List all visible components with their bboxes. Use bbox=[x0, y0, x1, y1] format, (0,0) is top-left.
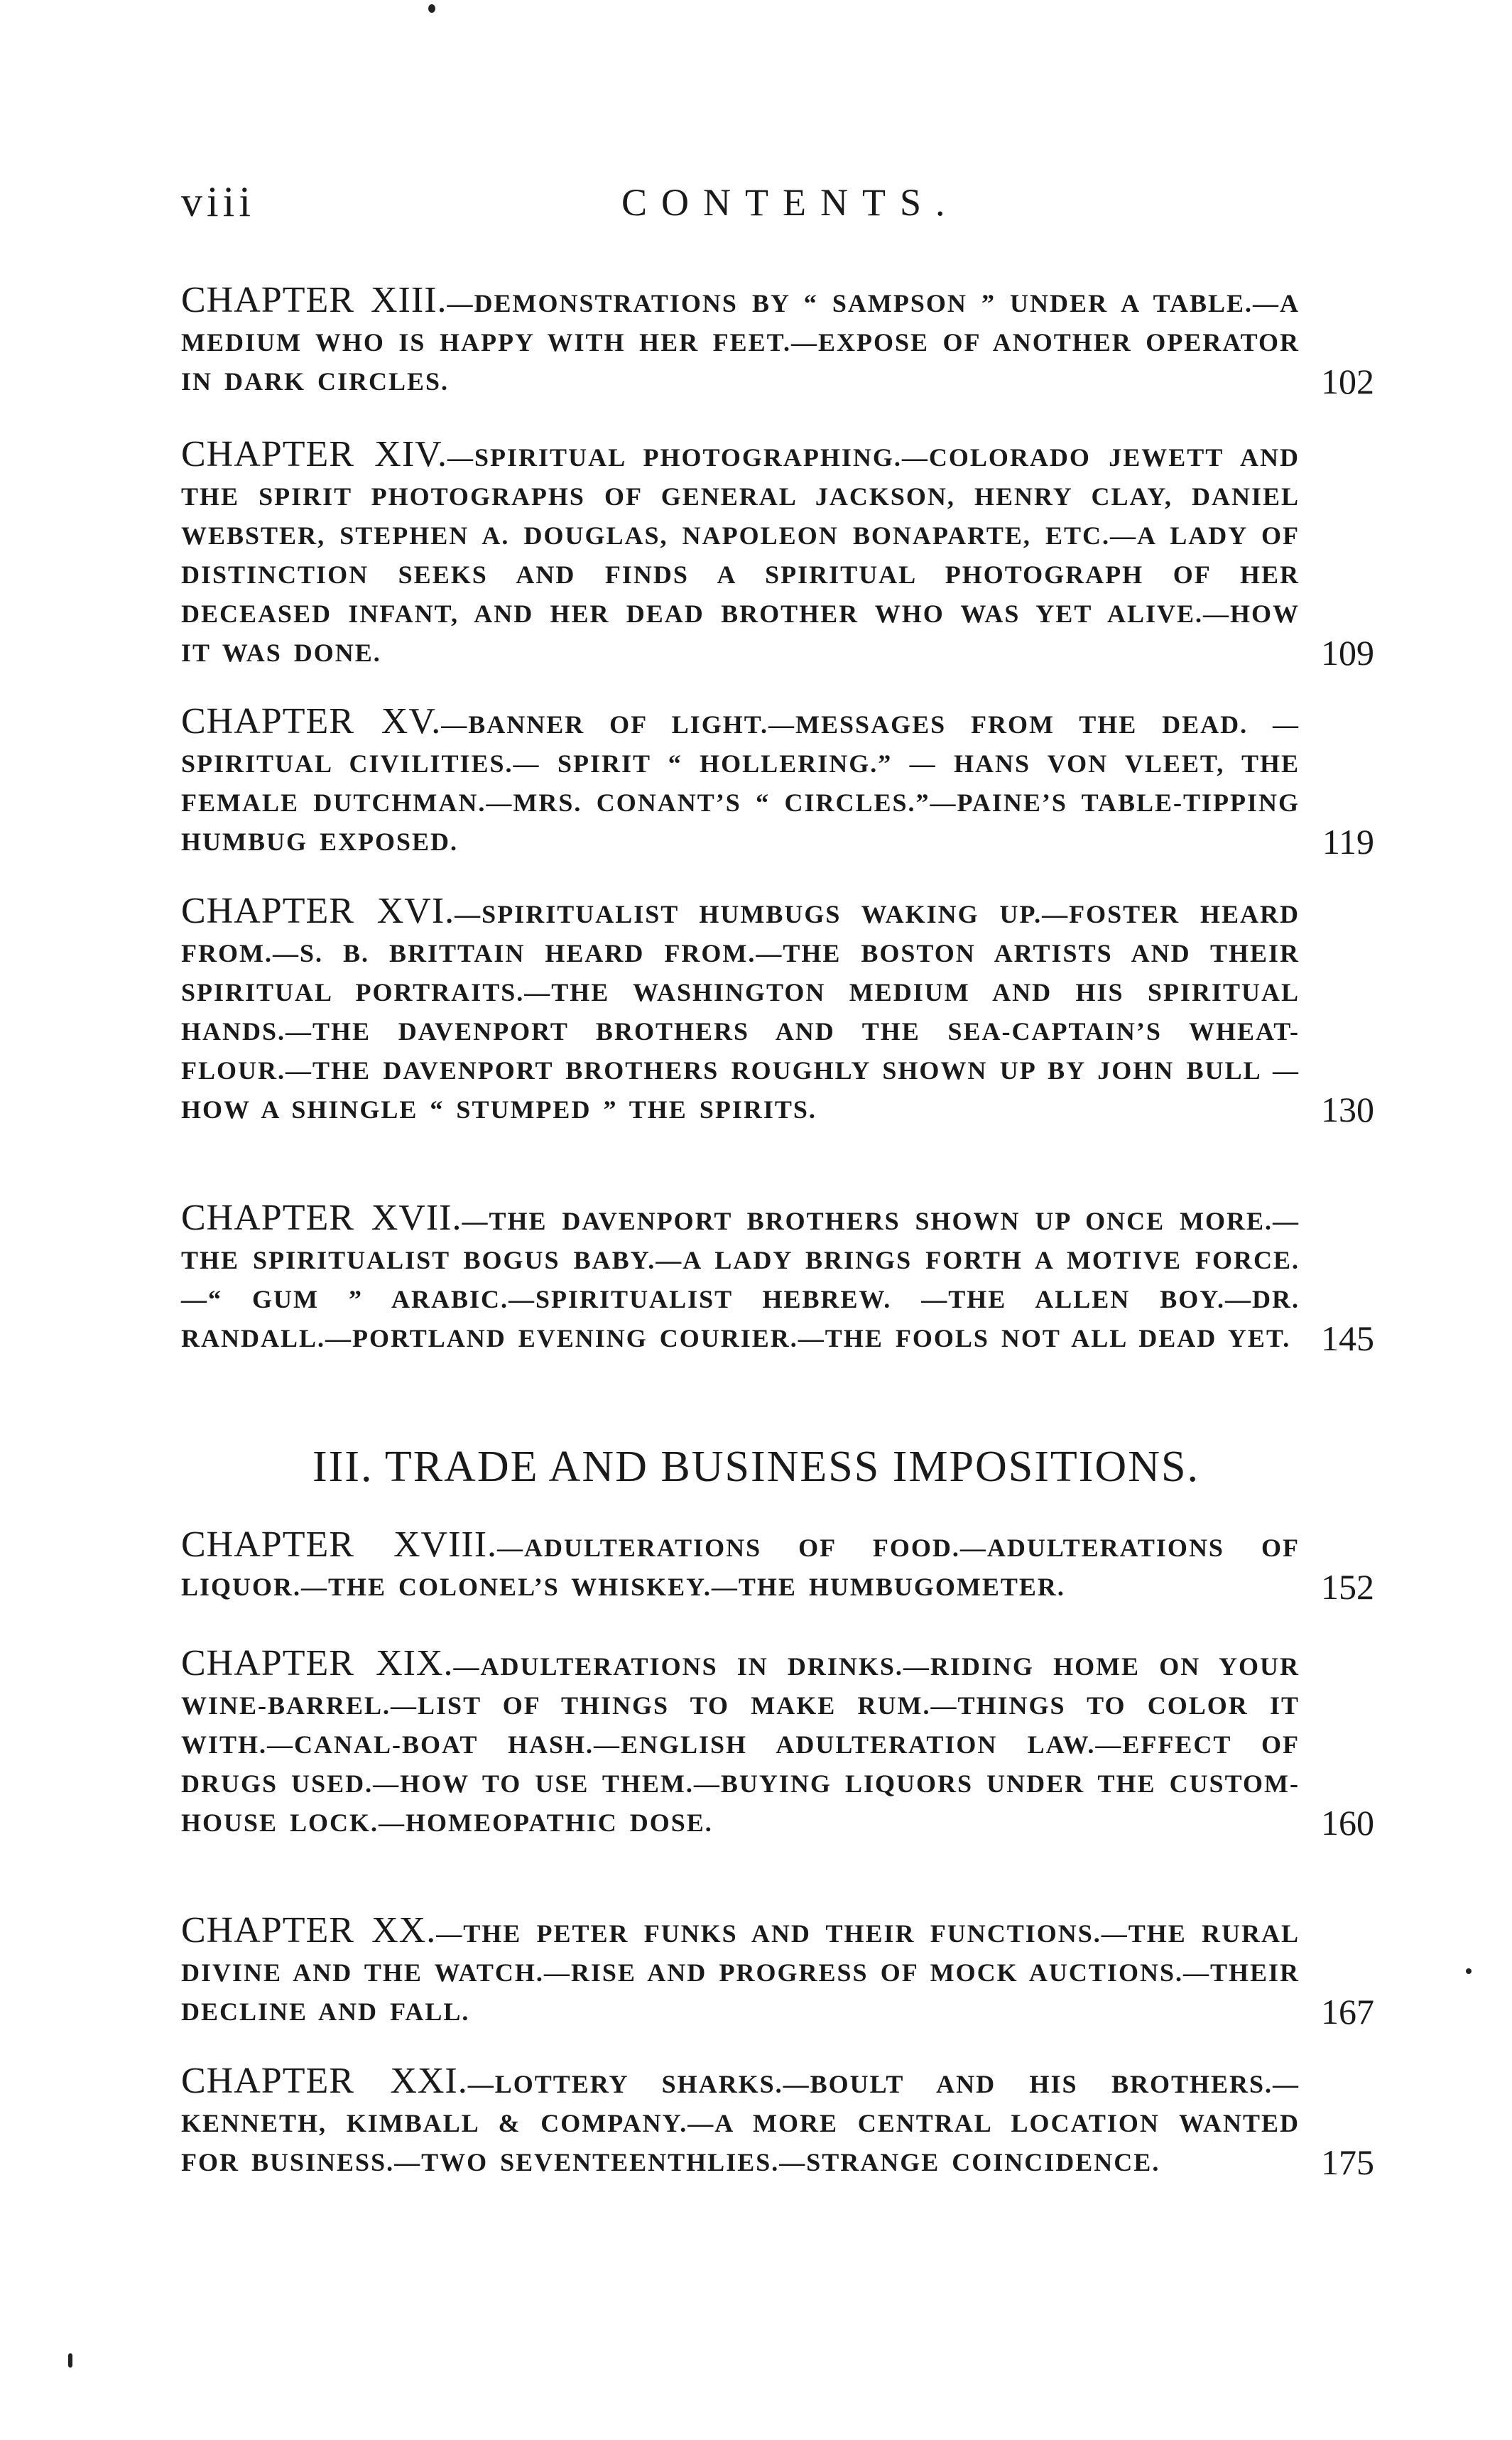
toc-entry bbox=[181, 1911, 1374, 2032]
speck-mark bbox=[68, 2353, 72, 2368]
chapter-label: CHAPTER XVIII. bbox=[181, 1524, 498, 1565]
chapter-label: CHAPTER XIII. bbox=[181, 280, 447, 320]
toc-entry-text bbox=[181, 891, 1300, 1129]
page-number: viii bbox=[181, 178, 256, 225]
chapter-summary: —THE PETER FUNKS AND THEIR FUNCTIONS.—THE RURAL DIVINE AND THE WATCH.—RISE AND PROGRESS OF MOCK AUCTIONS.—THEIR DECLINE AND FALL. bbox=[181, 1919, 1300, 2026]
chapter-summary: —ADULTERATIONS OF FOOD.—ADULTERATIONS OF LIQUOR.—THE COLONEL’S WHISKEY.—THE HUMBUGOMETER. bbox=[181, 1534, 1300, 1601]
page-ref: 160 bbox=[1321, 1803, 1374, 1843]
running-head: CONTENTS. bbox=[621, 181, 959, 224]
page-ref: 145 bbox=[1321, 1318, 1374, 1358]
chapter-label: CHAPTER XXI. bbox=[181, 2061, 468, 2101]
chapter-summary: —LOTTERY SHARKS.—BOULT AND HIS BROTHERS.—KENNETH, KIMBALL & COMPANY.—A MORE CENTRAL LOCATION WANTED FOR BUSINESS.—TWO SEVENTEENTHLIES.—STRANGE COINCIDENCE. bbox=[181, 2070, 1300, 2176]
chapter-label: CHAPTER XIV. bbox=[181, 434, 448, 475]
chapter-summary: —DEMONSTRATIONS BY “ SAMPSON ” UNDER A TABLE.—A MEDIUM WHO IS HAPPY WITH HER FEET.—EXPOSE OF ANOTHER OPERATOR IN DARK CIRCLES. bbox=[181, 289, 1300, 396]
toc-entry-text bbox=[181, 1644, 1300, 1843]
chapter-label: CHAPTER XVI. bbox=[181, 891, 455, 931]
toc-entry-text bbox=[181, 435, 1300, 673]
page-ref: 119 bbox=[1322, 822, 1374, 862]
toc-entry bbox=[181, 281, 1374, 401]
page-ref: 102 bbox=[1321, 362, 1374, 401]
page-ref: 167 bbox=[1321, 1992, 1374, 2032]
section-heading: III. TRADE AND BUSINESS IMPOSITIONS. bbox=[312, 1443, 1200, 1491]
toc-entry bbox=[181, 435, 1374, 673]
toc-entry-text bbox=[181, 2061, 1300, 2182]
chapter-label: CHAPTER XVII. bbox=[181, 1198, 462, 1238]
chapter-label: CHAPTER XIX. bbox=[181, 1643, 454, 1683]
toc-entry-text bbox=[181, 1198, 1300, 1358]
chapter-summary: —SPIRITUAL PHOTOGRAPHING.—COLORADO JEWETT AND THE SPIRIT PHOTOGRAPHS OF GENERAL JACKSON, HENRY CLAY, DANIEL WEBSTER, STEPHEN A. DOUGLAS, NAPOLEON BONAPARTE, ETC.—A LADY OF DISTINCTION SEEKS AND FINDS A SPIRITUAL PHOTOGRAPH OF HER DECEASED INFANT, AND HER DEAD BROTHER WHO WAS YET ALIVE.—HOW IT WAS DONE. bbox=[181, 443, 1300, 667]
page-ref: 109 bbox=[1321, 633, 1374, 673]
speck-mark bbox=[428, 4, 435, 13]
chapter-summary: —SPIRITUALIST HUMBUGS WAKING UP.—FOSTER HEARD FROM.—S. B. BRITTAIN HEARD FROM.—THE BOSTON ARTISTS AND THEIR SPIRITUAL PORTRAITS.—THE WASHINGTON MEDIUM AND HIS SPIRITUAL HANDS.—THE DAVENPORT BROTHERS AND THE SEA-CAPTAIN’S WHEAT-FLOUR.—THE DAVENPORT BROTHERS ROUGHLY SHOWN UP BY JOHN BULL —HOW A SHINGLE “ STUMPED ” THE SPIRITS. bbox=[181, 900, 1300, 1124]
toc-entry-text bbox=[181, 1525, 1300, 1607]
chapter-summary: —THE DAVENPORT BROTHERS SHOWN UP ONCE MORE.—THE SPIRITUALIST BOGUS BABY.—A LADY BRINGS FORTH A MOTIVE FORCE.—“ GUM ” ARABIC.—SPIRITUALIST HEBREW. —THE ALLEN BOY.—DR. RANDALL.—PORTLAND EVENING COURIER.—THE FOOLS NOT ALL DEAD YET. bbox=[181, 1207, 1300, 1352]
toc-entry bbox=[181, 1525, 1374, 1607]
toc-entry-text bbox=[181, 1911, 1300, 2032]
chapter-summary: —ADULTERATIONS IN DRINKS.—RIDING HOME ON YOUR WINE-BARREL.—LIST OF THINGS TO MAKE RUM.—THINGS TO COLOR IT WITH.—CANAL-BOAT HASH.—ENGLISH ADULTERATION LAW.—EFFECT OF DRUGS USED.—HOW TO USE THEM.—BUYING LIQUORS UNDER THE CUSTOM-HOUSE LOCK.—HOMEOPATHIC DOSE. bbox=[181, 1652, 1300, 1837]
page-ref: 152 bbox=[1321, 1567, 1374, 1607]
page-ref: 130 bbox=[1321, 1090, 1374, 1129]
page-header bbox=[181, 178, 1303, 227]
toc-entry bbox=[181, 2061, 1374, 2182]
chapter-label: CHAPTER XX. bbox=[181, 1910, 437, 1951]
toc-entry bbox=[181, 1198, 1374, 1358]
toc-entry bbox=[181, 891, 1374, 1129]
chapter-label: CHAPTER XV. bbox=[181, 701, 442, 742]
toc-entry bbox=[181, 702, 1374, 862]
speck-mark bbox=[1466, 1968, 1472, 1974]
toc-entry-text bbox=[181, 702, 1300, 862]
chapter-summary: —BANNER OF LIGHT.—MESSAGES FROM THE DEAD. —SPIRITUAL CIVILITIES.— SPIRIT “ HOLLERING.” — HANS VON VLEET, THE FEMALE DUTCHMAN.—MRS. CONANT’S “ CIRCLES.”—PAINE’S TABLE-TIPPING HUMBUG EXPOSED. bbox=[181, 710, 1300, 856]
toc-entry-text bbox=[181, 281, 1300, 401]
toc-entry bbox=[181, 1644, 1374, 1843]
page-ref: 175 bbox=[1321, 2142, 1374, 2182]
